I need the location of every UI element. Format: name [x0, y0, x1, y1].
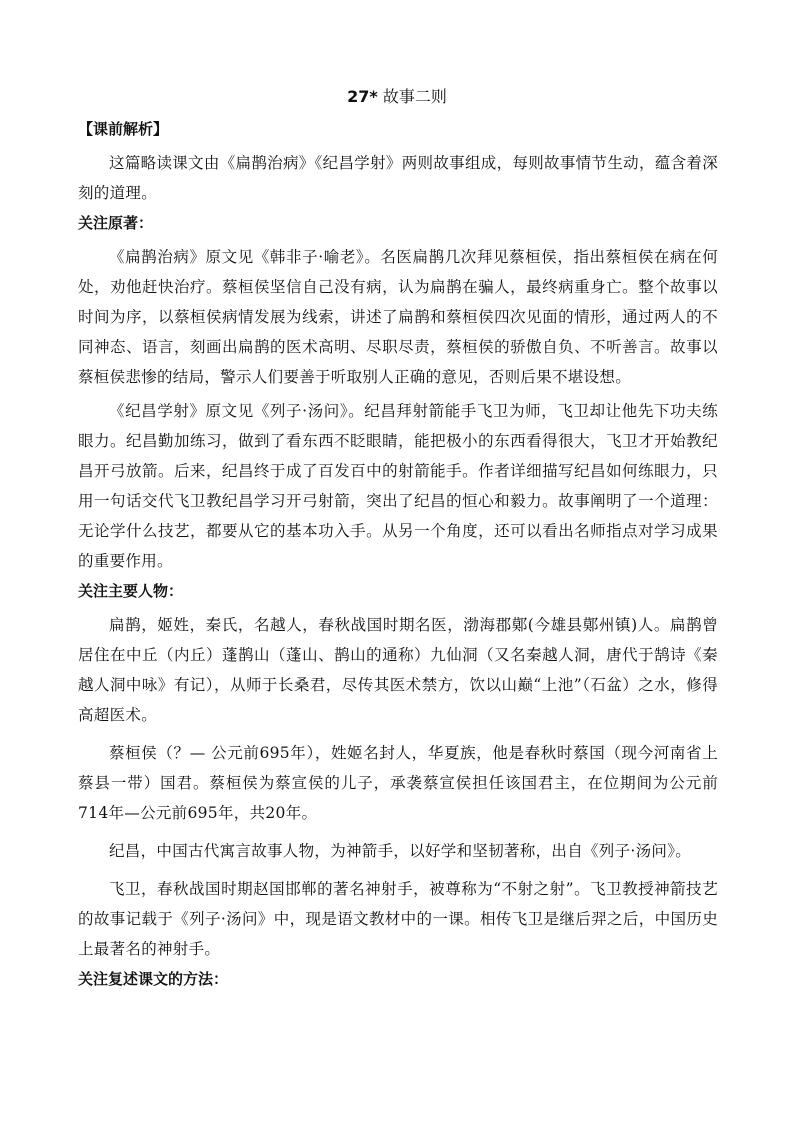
section-heading-analysis: 【课前解析】	[78, 120, 169, 138]
section-heading-original: 关注原著：	[78, 214, 154, 232]
section-heading-people: 关注主要人物：	[78, 582, 184, 600]
title-text: 故事二则	[382, 87, 447, 106]
paragraph-person-caihuanhou: 蔡桓侯（？— 公元前695年），姓姬名封人，华夏族，他是春秋时蔡国（现今河南省上蔡县一带）国君。蔡桓侯为蔡宣侯的儿子，承袭蔡宣侯担任该国君主，在位期间为公元前714年—公元前695年，共20年。	[78, 744, 718, 822]
paragraph-person-bianque: 扁鹊，姬姓，秦氏，名越人，春秋战国时期名医，渤海郡鄚(今雄县鄚州镇)人。扁鹊曾居住在中丘（内丘）蓬鹊山（蓬山、鹊山的通称）九仙洞（又名秦越人洞，唐代于鹄诗《秦越人洞中咏》有记），从师于长桑君，尽传其医术禁方，饮以山巅“上池”（石盆）之水，修得高超医术。	[78, 616, 718, 724]
section-heading-method: 关注复述课文的方法：	[78, 970, 229, 988]
paragraph-bianque-original: 《扁鹊治病》原文见《韩非子·喻老》。名医扁鹊几次拜见蔡桓侯，指出蔡桓侯在病在何处，劝他赶快治疗。蔡桓侯坚信自己没有病，认为扁鹊在骗人，最终病重身亡。整个故事以时间为序，以蔡桓侯病情发展为线索，讲述了扁鹊和蔡桓侯四次见面的情形，通过两人的不同神态、语言，刻画出扁鹊的医术高明、尽职尽责，蔡桓侯的骄傲自负、不听善言。故事以蔡桓侯悲惨的结局，警示人们要善于听取别人正确的意见，否则后果不堪设想。	[78, 248, 718, 386]
intro-paragraph: 这篇略读课文由《扁鹊治病》《纪昌学射》两则故事组成，每则故事情节生动，蕴含着深刻的道理。	[78, 154, 718, 202]
paragraph-person-feiwei: 飞卫，春秋战国时期赵国邯郸的著名神射手，被尊称为“不射之射”。飞卫教授神箭技艺的故事记载于《列子·汤问》中，现是语文教材中的一课。相传飞卫是继后羿之后，中国历史上最著名的神射手。	[78, 880, 718, 958]
document-body	[78, 116, 718, 992]
page-title	[0, 86, 794, 108]
title-number: 27*	[347, 87, 378, 106]
paragraph-person-jichang: 纪昌，中国古代寓言故事人物，为神箭手，以好学和坚韧著称，出自《列子·汤问》。	[109, 842, 692, 860]
paragraph-jichang-original: 《纪昌学射》原文见《列子·汤问》。纪昌拜射箭能手飞卫为师，飞卫却让他先下功夫练眼力。纪昌勤加练习，做到了看东西不眨眼睛，能把极小的东西看得很大，飞卫才开始教纪昌开弓放箭。后来，纪昌终于成了百发百中的射箭能手。作者详细描写纪昌如何练眼力，只用一句话交代飞卫教纪昌学习开弓射箭，突出了纪昌的恒心和毅力。故事阐明了一个道理：无论学什么技艺，都要从它的基本功入手。从另一个角度，还可以看出名师指点对学习成果的重要作用。	[78, 402, 718, 570]
